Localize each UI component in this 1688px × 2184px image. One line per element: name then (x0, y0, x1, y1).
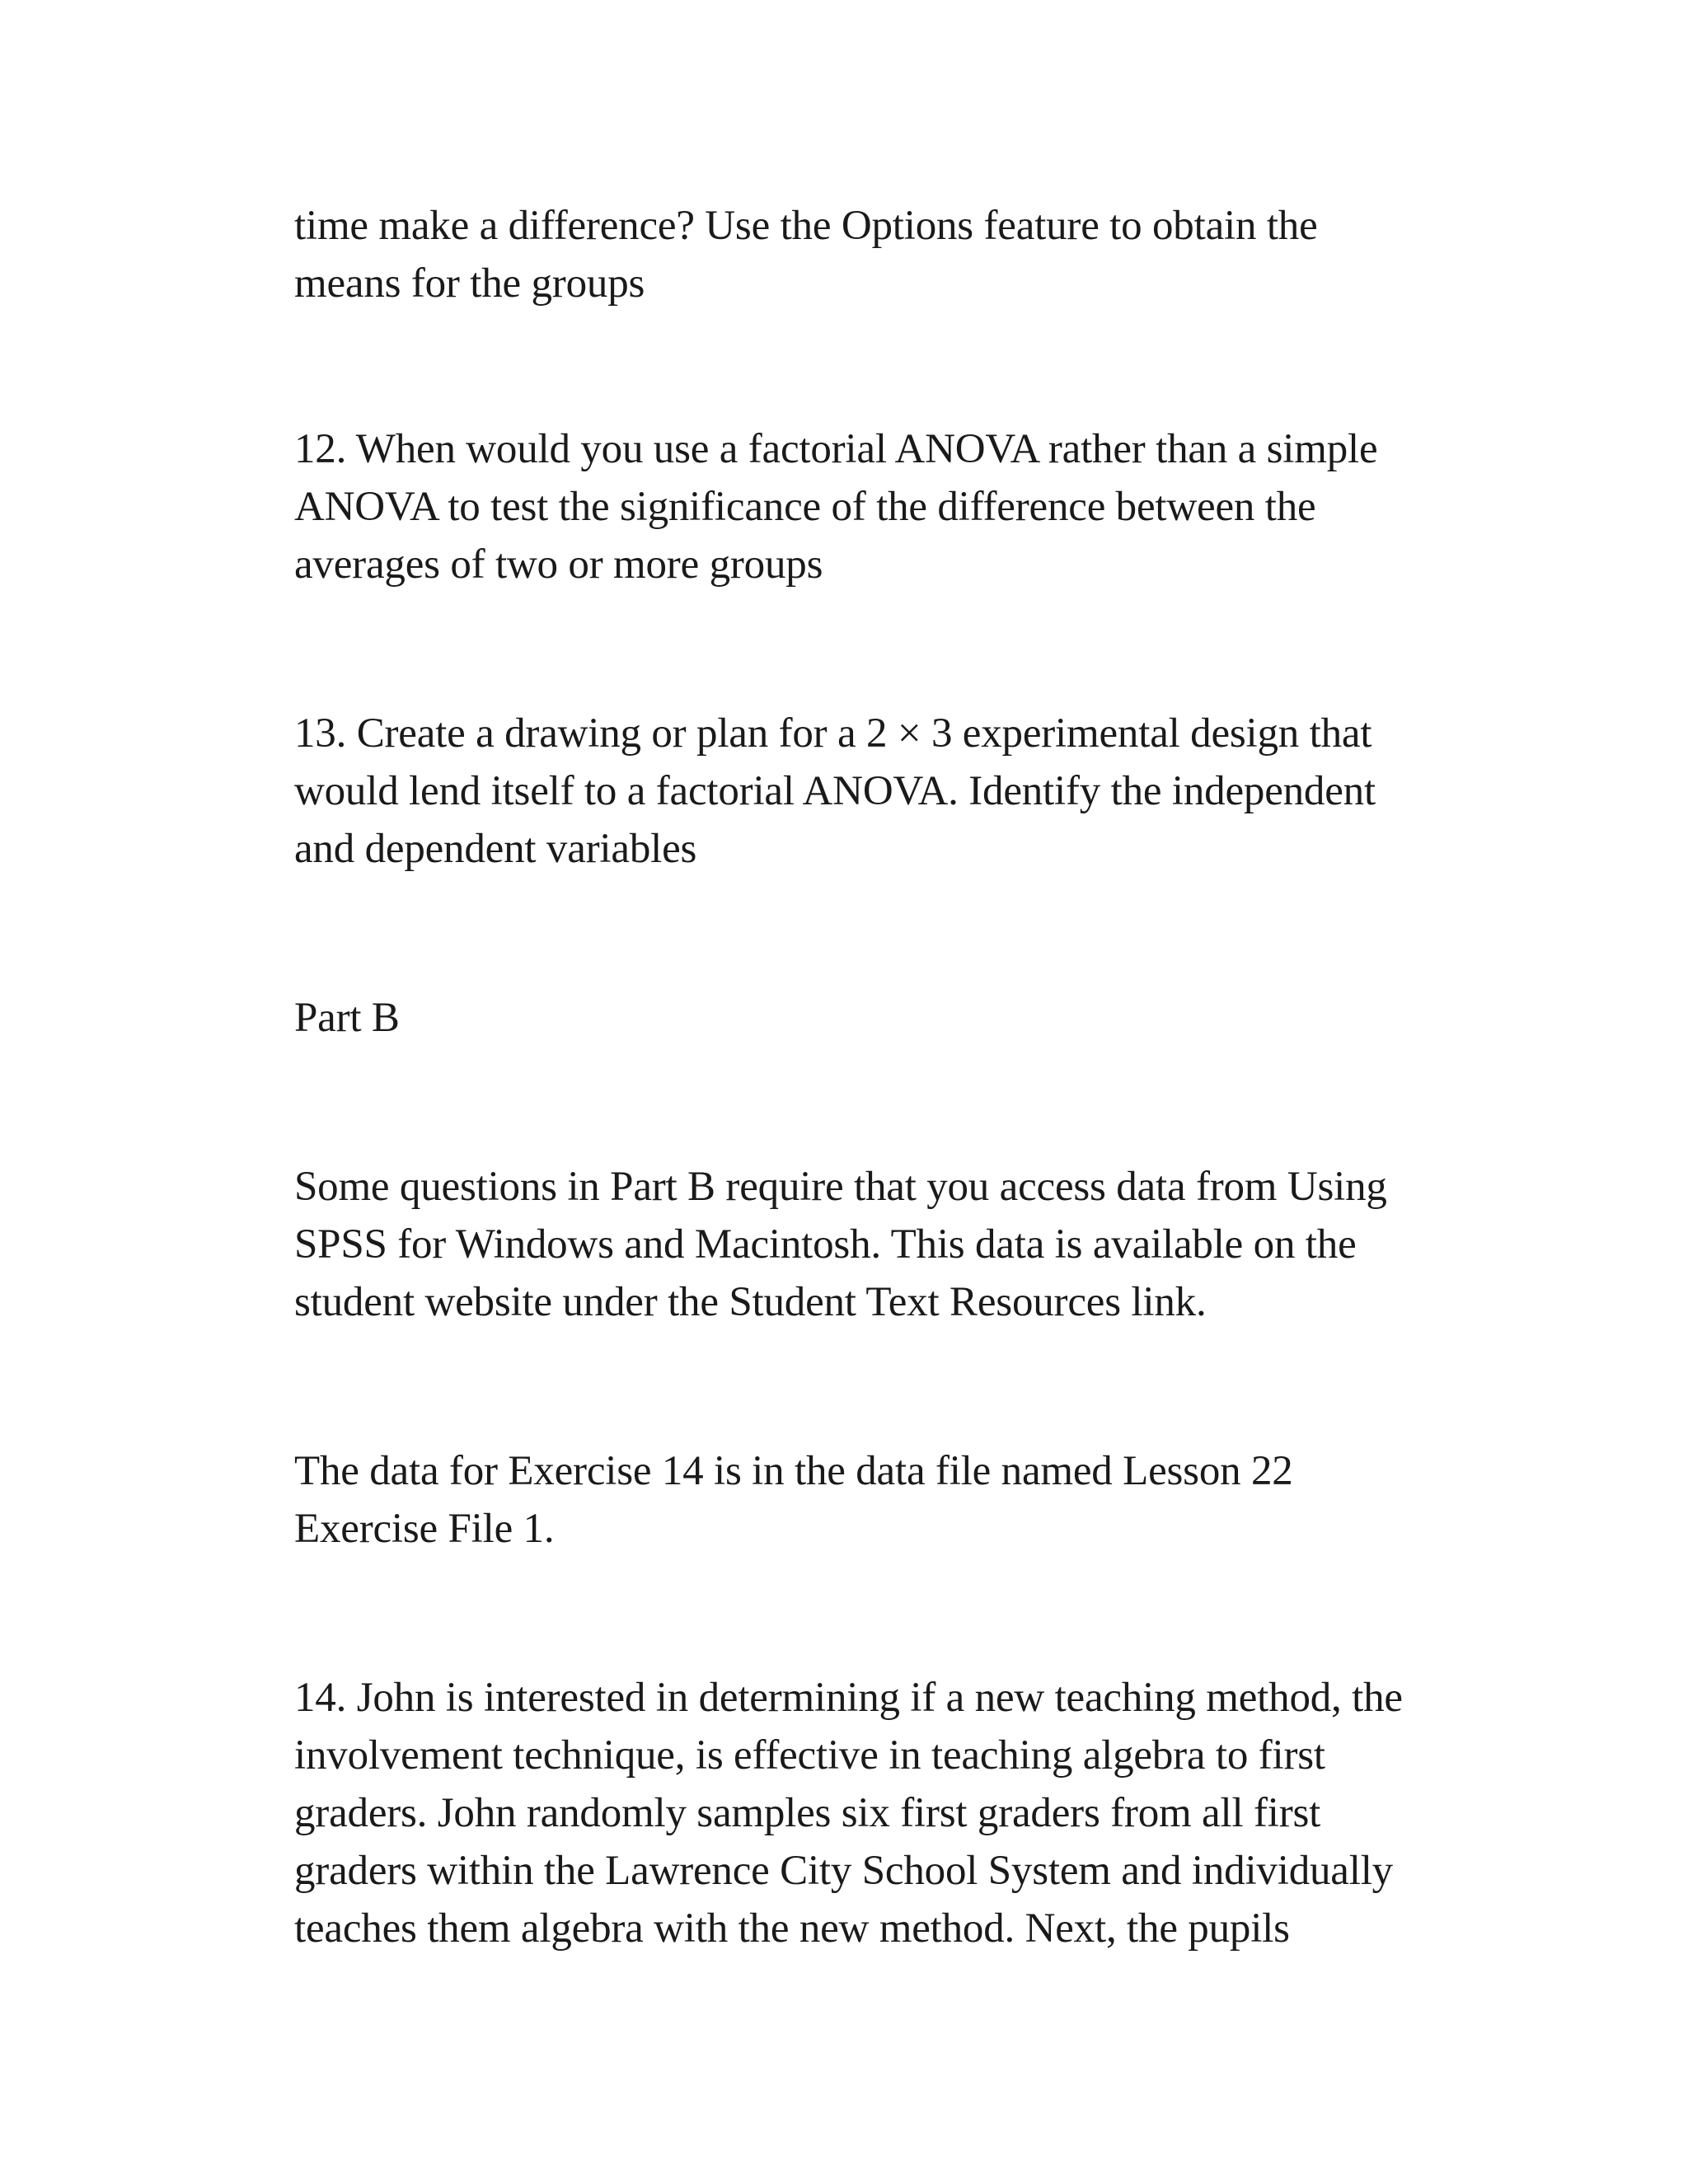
paragraph-part-b-intro: Some questions in Part B require that you access data from Using SPSS for Windows and Macintosh. This data is available on the student website under the Student Text Resources link. (294, 1164, 1387, 1325)
paragraph-question-14: 14. John is interested in determining if a new teaching method, the involvement technique, is effective in teaching algebra to first graders. John randomly samples six first graders from all first graders within the Lawrence City School System and individually teaches them algebra with the new method. Next, the pupils (294, 1675, 1403, 1952)
paragraph-exercise-14-data: The data for Exercise 14 is in the data file named Lesson 22 Exercise File 1. (294, 1448, 1293, 1552)
paragraph-question-13: 13. Create a drawing or plan for a 2 × 3 experimental design that would lend itself to a factorial ANOVA. Identify the independent and dependent variables (294, 710, 1376, 872)
section-heading-part-b: Part B (294, 995, 400, 1041)
paragraph-question-12: 12. When would you use a factorial ANOVA rather than a simple ANOVA to test the significance of the difference between the averages of two or more groups (294, 426, 1378, 588)
paragraph-continuation-q11: time make a difference? Use the Options feature to obtain the means for the groups (294, 203, 1318, 307)
